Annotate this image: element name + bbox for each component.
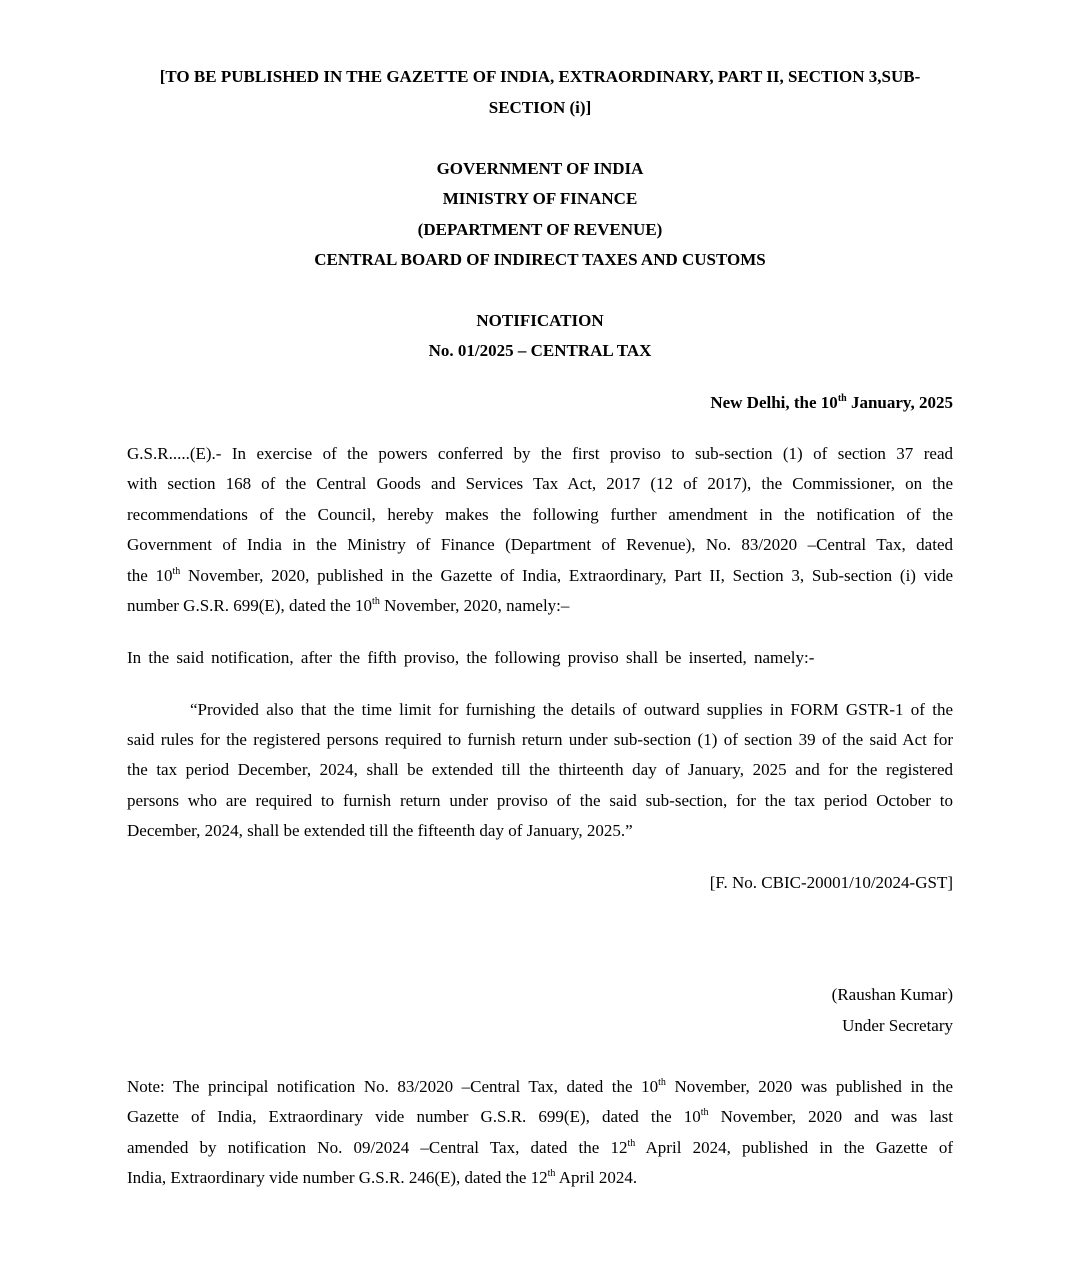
note-l1-a: Note: The principal notification No. 83/2020 –Central Tax, dated the 10 [127, 1077, 659, 1096]
note-l3-sup: th [627, 1138, 636, 1149]
proviso-line-5: December, 2024, shall be extended till the fifteenth day of January, 2025.” [127, 821, 633, 840]
notification-number: No. 01/2025 – CENTRAL TAX [428, 341, 652, 360]
notification-document [127, 0, 953, 1261]
paragraph-1-line-1: G.S.R.....(E).- In exercise of the powers conferred by the first proviso to sub-section (1) of section 37 read [127, 444, 953, 463]
paragraph-1-line-4: Government of India in the Ministry of Finance (Department of Revenue), No. 83/2020 –Central Tax, dated [127, 535, 953, 554]
p1-l6-b: November, 2020, namely:– [379, 596, 570, 615]
board-heading: CENTRAL BOARD OF INDIRECT TAXES AND CUSTOMS [314, 250, 766, 269]
signatory-designation: Under Secretary [842, 1016, 953, 1035]
dateline-suffix: January, 2025 [846, 393, 953, 412]
note-l3-a: amended by notification No. 09/2024 –Central Tax, dated the 12 [127, 1138, 628, 1157]
paragraph-2: In the said notification, after the fifth proviso, the following proviso shall be inserted, namely:- [127, 648, 815, 667]
note-l4-sup: th [547, 1168, 556, 1179]
note-l2-sup: th [700, 1107, 709, 1118]
government-heading: GOVERNMENT OF INDIA [436, 159, 644, 178]
note-l2-b: November, 2020 and was last [708, 1107, 953, 1126]
p1-l6-sup: th [372, 596, 380, 607]
proviso-line-1: “Provided also that the time limit for furnishing the details of outward supplies in FORM GSTR-1 of the [190, 700, 953, 719]
dateline-sup: th [837, 393, 847, 404]
file-number: [F. No. CBIC-20001/10/2024-GST] [709, 873, 953, 892]
proviso-line-3: the tax period December, 2024, shall be extended till the thirteenth day of January, 2025 and for the registered [127, 760, 953, 779]
proviso-line-4: persons who are required to furnish return under proviso of the said sub-section, for the tax period October to [127, 791, 953, 810]
note-l4-b: April 2024. [555, 1168, 638, 1187]
gazette-header-line-2: SECTION (i)] [488, 98, 592, 117]
p1-l5-b: November, 2020, published in the Gazette of India, Extraordinary, Part II, Section 3, Sub-section (i) vide [180, 566, 953, 585]
note-l4-a: India, Extraordinary vide number G.S.R. 246(E), dated the 12 [127, 1168, 548, 1187]
p1-l6-a: number G.S.R. 699(E), dated the 10 [127, 596, 373, 615]
ministry-heading: MINISTRY OF FINANCE [442, 189, 638, 208]
note-line-4 [127, 1168, 953, 1188]
note-l2-a: Gazette of India, Extraordinary vide number G.S.R. 699(E), dated the 10 [127, 1107, 701, 1126]
paragraph-1-line-6 [127, 596, 953, 616]
signatory-name: (Raushan Kumar) [831, 985, 953, 1004]
proviso-line-2: said rules for the registered persons required to furnish return under sub-section (1) of section 39 of the said Act for [127, 730, 953, 749]
paragraph-1-line-5 [127, 566, 953, 586]
p1-l5-sup: th [172, 566, 181, 577]
gazette-header-line-1: [TO BE PUBLISHED IN THE GAZETTE OF INDIA, EXTRAORDINARY, PART II, SECTION 3,SUB- [159, 67, 921, 86]
note-l3-b: April 2024, published in the Gazette of [635, 1138, 953, 1157]
note-line-2 [127, 1107, 953, 1127]
p1-l5-a: the 10 [127, 566, 173, 585]
dateline-prefix: New Delhi, the 10 [710, 393, 838, 412]
notification-title: NOTIFICATION [476, 311, 604, 330]
paragraph-1-line-2: with section 168 of the Central Goods and Services Tax Act, 2017 (12 of 2017), the Commissioner, on the [127, 474, 953, 493]
paragraph-1-line-3: recommendations of the Council, hereby makes the following further amendment in the notification of the [127, 505, 953, 524]
department-heading: (DEPARTMENT OF REVENUE) [417, 220, 663, 239]
dateline [127, 393, 953, 413]
note-l1-sup: th [658, 1077, 666, 1088]
note-l1-b: November, 2020 was published in the [665, 1077, 953, 1096]
note-line-3 [127, 1138, 953, 1158]
note-line-1 [127, 1077, 953, 1097]
